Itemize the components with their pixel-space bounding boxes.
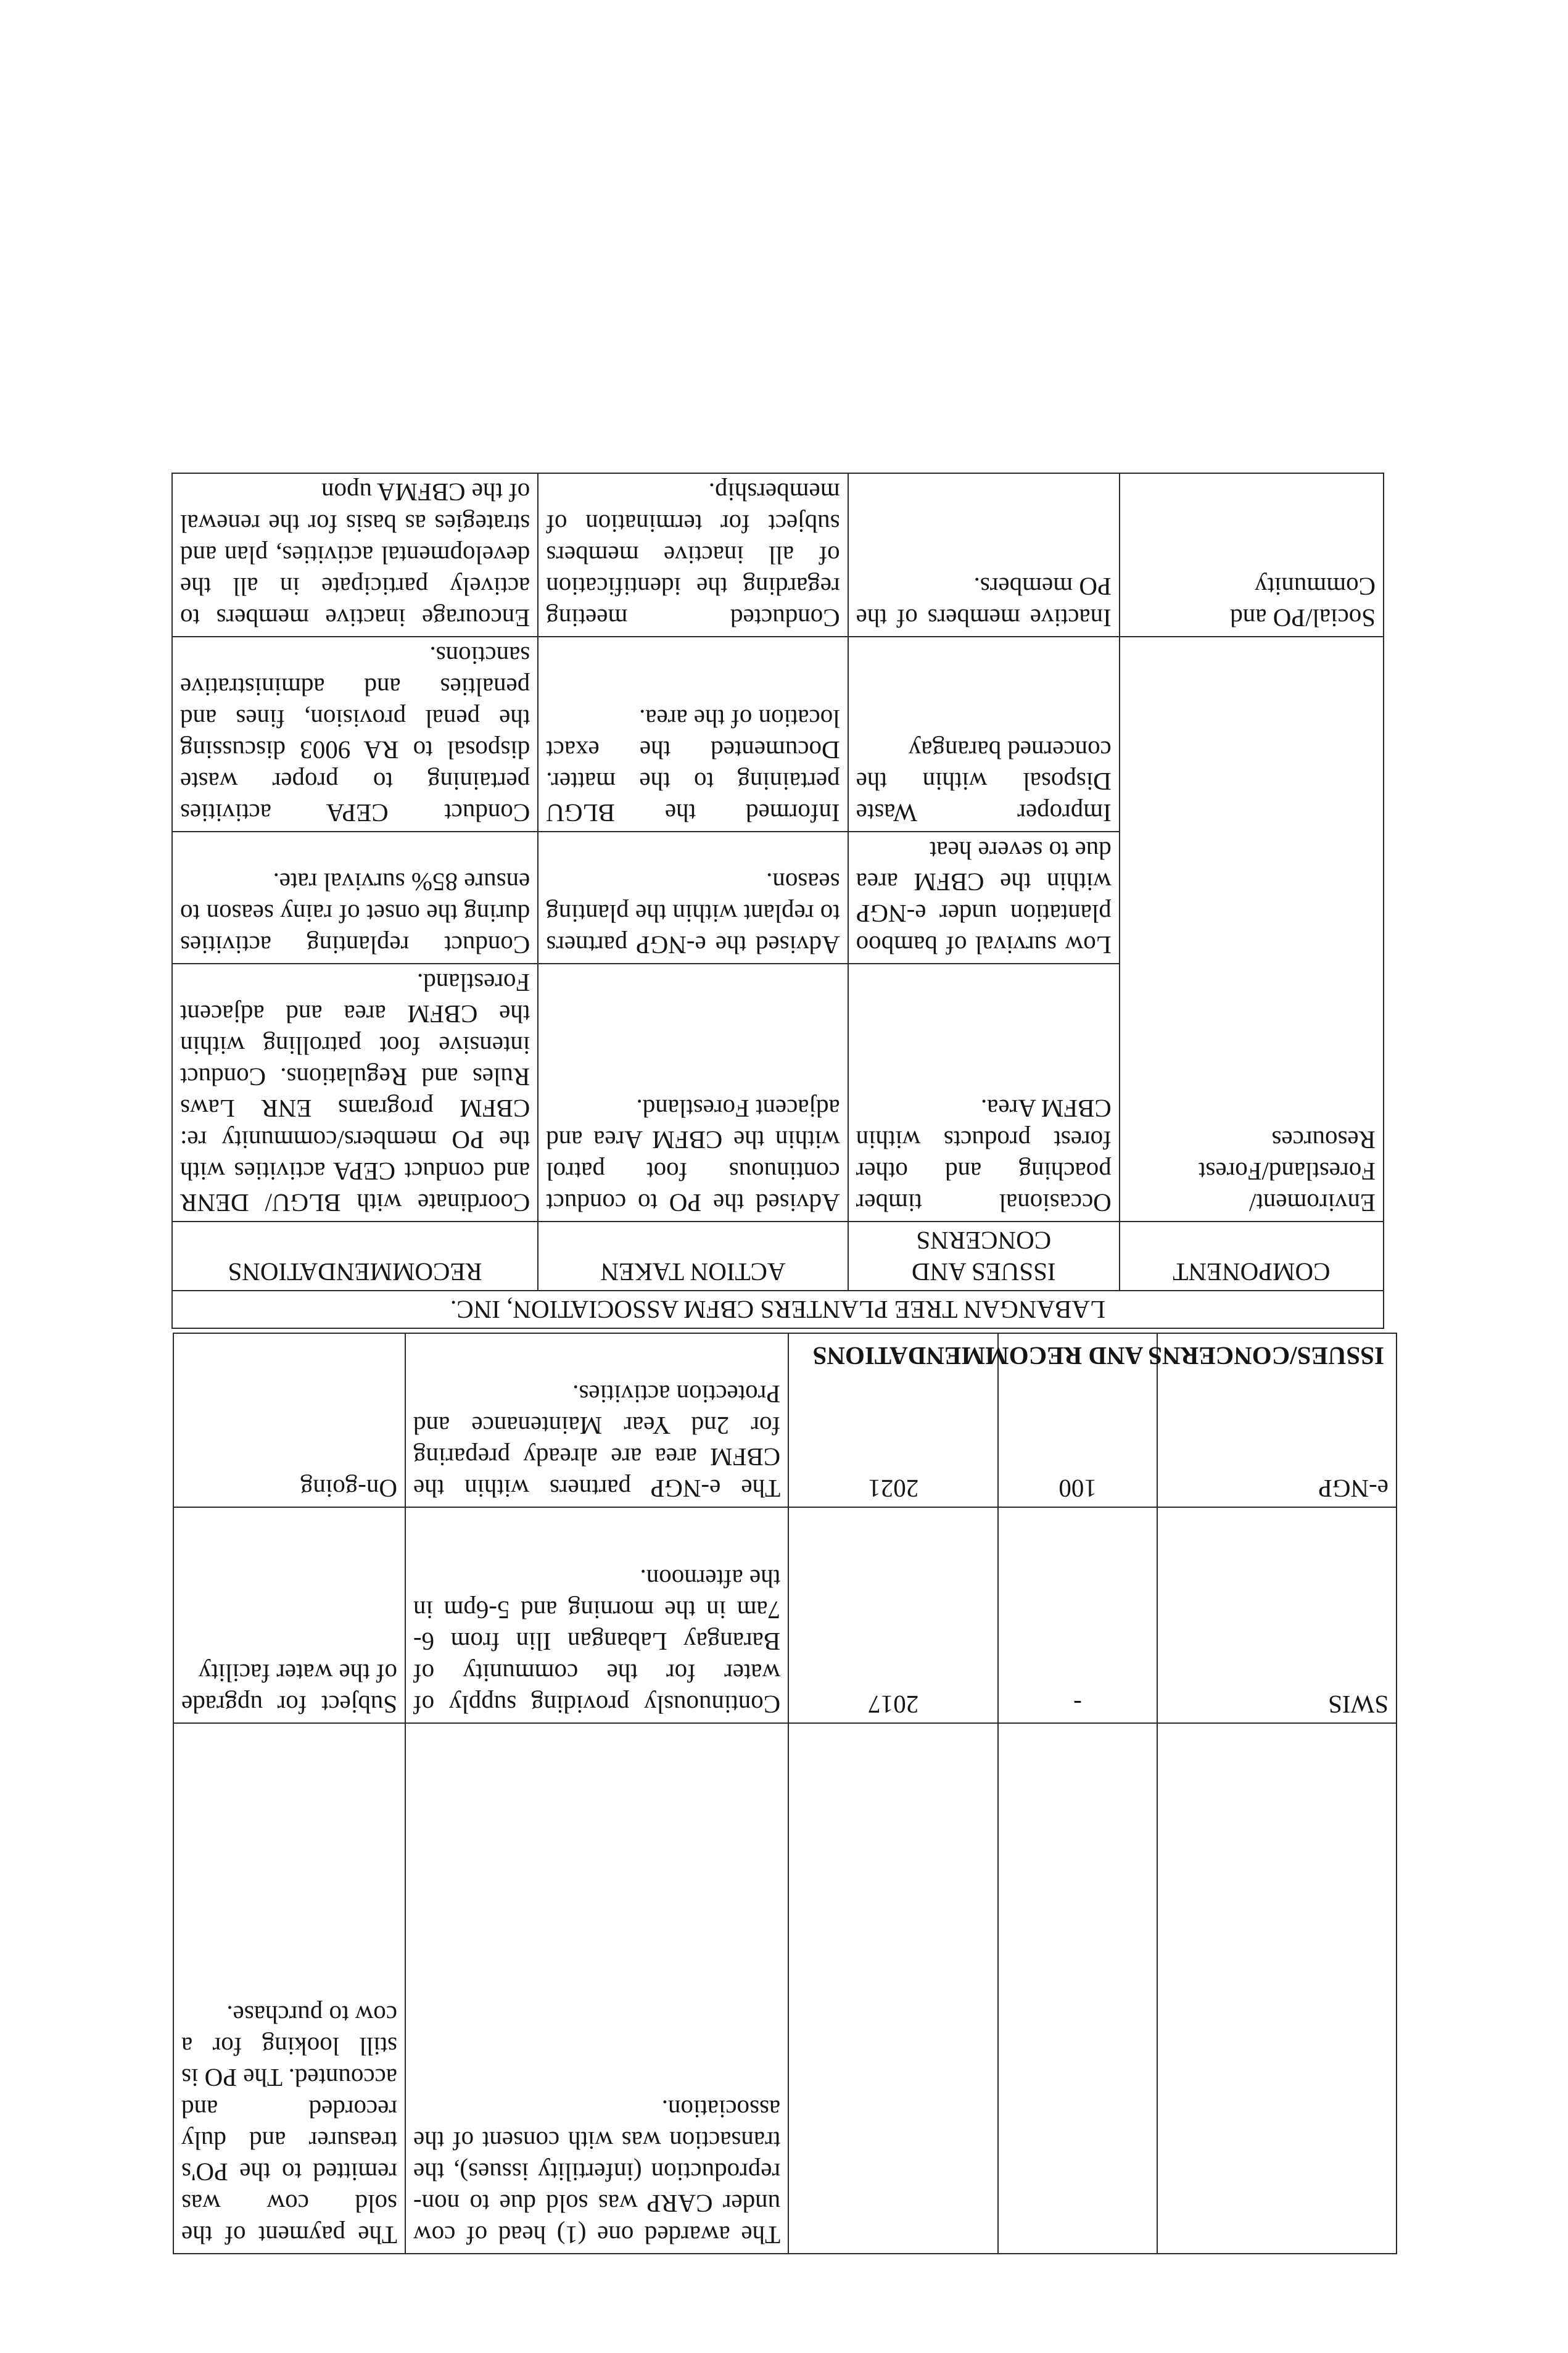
table-row: [172, 964, 1384, 1222]
year-cell: [788, 1723, 998, 2254]
recommendation-cell: Encourage inactive members to actively participate in all the developmental activities, plan and strategies as basis for the renewal of the CBFMA upon: [172, 473, 538, 637]
projects-table: [173, 1333, 1397, 2254]
year-cell: 2021: [788, 1333, 998, 1507]
issue-cell: Occasional timber poaching and other forest products within CBFM Area.: [848, 964, 1120, 1222]
issue-cell: Inactive members of the PO members.: [848, 473, 1120, 637]
beneficiaries-cell: 100: [998, 1333, 1157, 1507]
header-issues: ISSUES AND CONCERNS: [848, 1222, 1120, 1291]
header-recommendations: RECOMMENDATIONS: [172, 1222, 538, 1291]
header-component: COMPONENT: [1120, 1222, 1384, 1291]
project-cell: e-NGP: [1157, 1333, 1397, 1507]
remarks-cell: Subject for upgrade of the water facility: [173, 1507, 405, 1723]
description-cell: The e-NGP partners within the CBFM area are already preparing for 2nd Year Maintenance and Protection activities.: [405, 1333, 788, 1507]
table-row: [173, 1507, 1397, 1723]
remarks-cell: The payment of the sold cow was remitted to the PO's treasurer and duly recorded and accounted. The PO is still looking for a cow to purchase.: [173, 1723, 405, 2254]
table-row: [172, 473, 1384, 637]
recommendation-cell: Conduct replanting activities during the onset of rainy season to ensure 85% survival rate.: [172, 832, 538, 964]
issue-cell: Improper Waste Disposal within the concerned barangay: [848, 637, 1120, 832]
action-cell: Informed the BLGU pertaining to the matter. Documented the exact location of the area.: [538, 637, 848, 832]
action-cell: Advised the PO to conduct continuous foot patrol within the CBFM Area and adjacent Forestland.: [538, 964, 848, 1222]
project-cell: SWIS: [1157, 1507, 1397, 1723]
recommendation-cell: Coordinate with BLGU/ DENR and conduct CEPA activities with the PO members/community re: CBFM programs ENR Laws Rules and Regulations. Conduct intensive foot patrolling within the CBFM area and adjacent Forestland.: [172, 964, 538, 1222]
beneficiaries-cell: [998, 1723, 1157, 2254]
component-social: Social/PO and Community: [1120, 473, 1384, 637]
description-cell: Continuously providing supply of water for the community of Barangay Labangan Ilin from 6-7am in the morning and 5-6pm in the afternoon.: [405, 1507, 788, 1723]
component-environment: Enviroment/ Forestland/Forest Resources: [1120, 637, 1384, 1222]
table-row: [173, 1723, 1397, 2254]
action-cell: Conducted meeting regarding the identification of all inactive members subject for termination of membership.: [538, 473, 848, 637]
remarks-cell: On-going: [173, 1333, 405, 1507]
table-title: LABANGAN TREE PLANTERS CBFM ASSOCIATION, INC.: [172, 1291, 1384, 1328]
header-action: ACTION TAKEN: [538, 1222, 848, 1291]
recommendation-cell: Conduct CEPA activities pertaining to proper waste disposal to RA 9003 discussing the penal provision, fines and penalties and administrative sanctions.: [172, 637, 538, 832]
beneficiaries-cell: -: [998, 1507, 1157, 1723]
description-cell: The awarded one (1) head of cow under CARP was sold due to non-reproduction (infertility issues), the transaction was with consent of the association.: [405, 1723, 788, 2254]
year-cell: 2017: [788, 1507, 998, 1723]
table-header-row: [172, 1222, 1384, 1291]
issues-table: [171, 473, 1384, 1329]
section-heading: ISSUES/CONCERNS AND RECOMMENDATIONS: [812, 1342, 1384, 1370]
action-cell: Advised the e-NGP partners to replant within the planting season.: [538, 832, 848, 964]
issue-cell: Low survival of bamboo plantation under e-NGP within the CBFM area due to severe heat: [848, 832, 1120, 964]
project-cell: [1157, 1723, 1397, 2254]
table-title-row: [172, 1291, 1384, 1328]
